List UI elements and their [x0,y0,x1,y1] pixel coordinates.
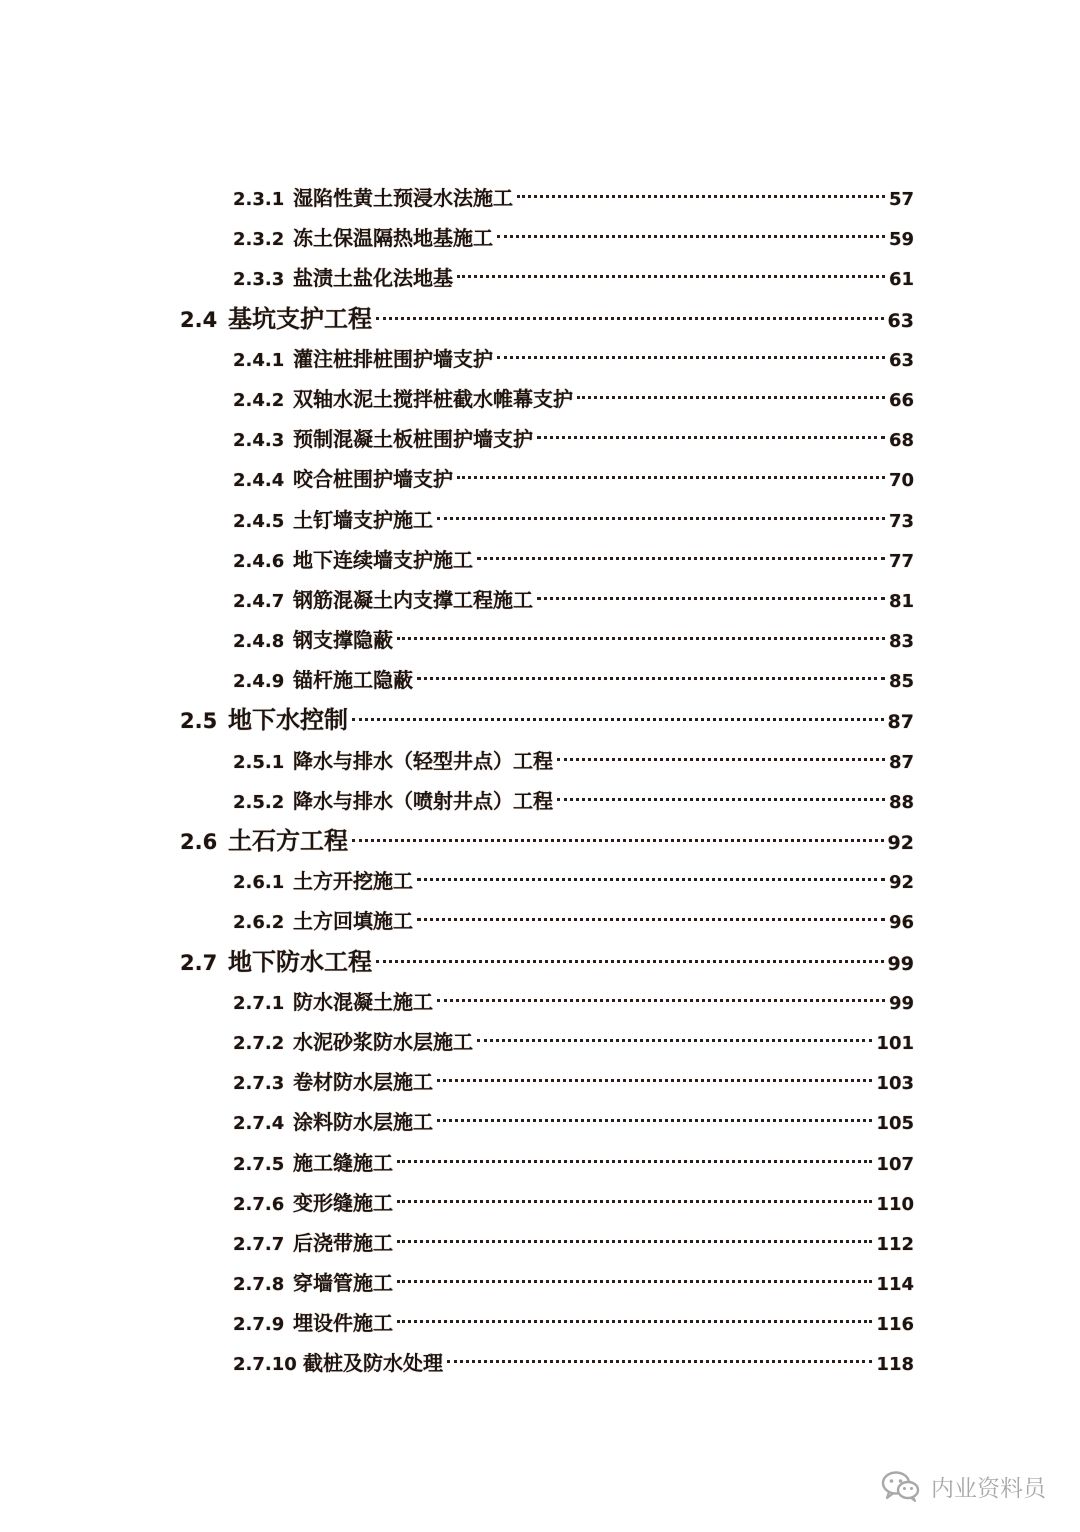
toc-subsection-entry [0,580,1080,620]
toc-entry-title: 土石方工程 [228,827,348,855]
toc-entry-title: 降水与排水（喷射井点）工程 [293,788,553,813]
toc-subsection-entry [0,1223,1080,1263]
toc-entry-number: 2.3.3 [233,269,285,291]
toc-entry-number: 2.7.2 [233,1032,285,1054]
dot-leader [352,718,884,721]
toc-entry-page: 101 [876,1032,914,1054]
toc-entry-number: 2.7.3 [233,1073,285,1095]
toc-entry-title: 双轴水泥土搅拌桩截水帷幕支护 [293,386,573,411]
toc-entry-page: 87 [887,711,914,734]
dot-leader [457,476,885,479]
toc-entry-number: 2.4.6 [233,550,285,572]
toc-subsection-entry [0,1183,1080,1223]
dot-leader [437,1079,872,1082]
toc-entry-page: 85 [888,671,914,693]
dot-leader [477,1039,872,1042]
toc-entry-page: 63 [887,309,914,332]
watermark-text: 内业资料员 [931,1475,1046,1502]
toc-subsection-entry [0,901,1080,941]
toc-entry-number: 2.4.7 [233,590,285,612]
dot-leader [397,1320,872,1323]
toc-entry-page: 96 [888,912,914,934]
toc-subsection-entry [0,218,1080,258]
dot-leader [477,557,885,560]
toc-entry-page: 61 [888,269,914,291]
toc-subsection-entry [0,419,1080,459]
toc-entry-page: 81 [888,590,914,612]
toc-entry-number: 2.6.1 [233,872,285,894]
toc-entry-title: 水泥砂浆防水层施工 [293,1029,473,1054]
dot-leader [577,396,885,399]
dot-leader [437,517,885,520]
toc-entry-number: 2.4.1 [233,349,285,371]
toc-entry-number: 2.4.3 [233,430,285,452]
toc-subsection-entry [0,741,1080,781]
dot-leader [497,235,885,238]
toc-subsection-entry [0,1102,1080,1142]
dot-leader [417,918,885,921]
toc-entry-number: 2.4.8 [233,631,285,653]
toc-subsection-entry [0,379,1080,419]
toc-entry-title: 冻土保温隔热地基施工 [293,226,493,251]
toc-entry-title: 截桩及防水处理 [303,1351,443,1376]
toc-subsection-entry [0,660,1080,700]
toc-entry-number: 2.4.5 [233,510,285,532]
toc-entry-title: 盐渍土盐化法地基 [293,266,453,291]
toc-entry-number: 2.3.2 [233,229,285,251]
toc-entry-page: 63 [888,349,914,371]
dot-leader [437,1119,872,1122]
toc-entry-page: 110 [876,1193,914,1215]
toc-entry-title: 土钉墙支护施工 [293,507,433,532]
wechat-icon [881,1470,921,1502]
toc-entry-title: 卷材防水层施工 [293,1070,433,1095]
toc-entry-title: 后浇带施工 [293,1230,393,1255]
toc-entry-number: 2.3.1 [233,189,285,210]
toc-entry-page: 88 [888,791,914,813]
toc-entry-title: 防水混凝土施工 [293,989,433,1014]
toc-entry-page: 59 [888,229,914,251]
dot-leader [537,597,885,600]
toc-entry-page: 70 [888,470,914,492]
dot-leader [397,1160,872,1163]
toc-entry-number: 2.5.2 [233,791,285,813]
dot-leader [352,839,884,842]
toc-entry-page: 99 [887,952,914,975]
toc-entry-title: 穿墙管施工 [293,1271,393,1296]
toc-section-entry [0,299,1080,339]
toc-entry-title: 埋设件施工 [293,1311,393,1336]
toc-entry-title: 土方回填施工 [293,909,413,934]
toc-entry-page: 57 [888,189,914,210]
table-of-contents [0,178,1080,1384]
toc-entry-title: 变形缝施工 [293,1190,393,1215]
toc-entry-number: 2.4 [180,307,218,332]
dot-leader [397,1200,872,1203]
dot-leader [376,960,884,963]
toc-entry-page: 92 [887,832,914,854]
toc-subsection-entry [0,1143,1080,1183]
toc-entry-title: 地下水控制 [228,706,348,735]
toc-subsection-entry [0,178,1080,218]
toc-subsection-entry [0,982,1080,1022]
toc-subsection-entry [0,1343,1080,1383]
toc-entry-title: 预制混凝土板桩围护墙支护 [293,427,533,452]
toc-entry-title: 钢支撑隐蔽 [293,628,393,653]
toc-entry-number: 2.5 [180,709,218,734]
toc-subsection-entry [0,339,1080,379]
toc-entry-number: 2.7.7 [233,1233,285,1255]
toc-entry-page: 73 [888,510,914,532]
toc-entry-page: 83 [888,631,914,653]
toc-entry-page: 107 [876,1153,914,1175]
toc-entry-number: 2.7.6 [233,1193,285,1215]
toc-subsection-entry [0,861,1080,901]
toc-entry-number: 2.7.8 [233,1274,285,1296]
toc-subsection-entry [0,1263,1080,1303]
dot-leader [517,195,885,198]
toc-entry-title: 钢筋混凝土内支撑工程施工 [293,587,533,612]
toc-entry-page: 99 [888,992,914,1014]
toc-entry-page: 103 [876,1073,914,1095]
dot-leader [557,758,885,761]
toc-entry-page: 87 [888,751,914,773]
dot-leader [457,275,885,278]
dot-leader [557,798,885,801]
toc-entry-number: 2.7.4 [233,1113,285,1135]
toc-entry-title: 地下连续墙支护施工 [293,547,473,572]
toc-entry-number: 2.7.5 [233,1153,285,1175]
toc-entry-title: 涂料防水层施工 [293,1110,433,1135]
dot-leader [397,1240,872,1243]
dot-leader [537,436,885,439]
toc-subsection-entry [0,1062,1080,1102]
toc-entry-number: 2.7.1 [233,992,285,1014]
toc-subsection-entry [0,258,1080,298]
dot-leader [497,356,885,359]
toc-entry-number: 2.4.4 [233,470,285,492]
toc-entry-number: 2.4.2 [233,389,285,411]
toc-entry-title: 地下防水工程 [228,947,372,976]
toc-entry-page: 92 [888,872,914,894]
toc-section-entry [0,821,1080,861]
dot-leader [397,637,885,640]
toc-entry-title: 锚杆施工隐蔽 [293,668,413,693]
dot-leader [447,1360,872,1363]
toc-entry-page: 77 [888,550,914,572]
toc-entry-title: 基坑支护工程 [228,304,372,333]
dot-leader [417,677,885,680]
toc-entry-page: 112 [876,1233,914,1255]
toc-subsection-entry [0,1303,1080,1343]
toc-entry-page: 66 [888,389,914,411]
toc-subsection-entry [0,781,1080,821]
toc-entry-title: 灌注桩排桩围护墙支护 [293,346,493,371]
toc-entry-title: 湿陷性黄土预浸水法施工 [293,186,513,210]
toc-entry-title: 咬合桩围护墙支护 [293,467,453,492]
toc-subsection-entry [0,540,1080,580]
toc-subsection-entry [0,620,1080,660]
watermark [881,1466,1046,1506]
toc-entry-page: 118 [876,1354,914,1376]
toc-entry-page: 116 [876,1314,914,1336]
toc-entry-number: 2.7 [180,950,218,975]
toc-entry-page: 105 [876,1113,914,1135]
dot-leader [437,999,885,1002]
toc-subsection-entry [0,459,1080,499]
toc-entry-page: 114 [876,1274,914,1296]
toc-section-entry [0,700,1080,740]
toc-entry-number: 2.5.1 [233,751,285,773]
toc-entry-number: 2.6 [180,830,218,854]
toc-subsection-entry [0,500,1080,540]
toc-entry-number: 2.4.9 [233,671,285,693]
toc-entry-number: 2.6.2 [233,912,285,934]
toc-entry-title: 降水与排水（轻型井点）工程 [293,748,553,773]
dot-leader [417,878,885,881]
toc-entry-title: 土方开挖施工 [293,869,413,894]
dot-leader [376,317,884,320]
toc-section-entry [0,942,1080,982]
toc-entry-number: 2.7.9 [233,1314,285,1336]
toc-entry-number: 2.7.10 [233,1354,297,1376]
toc-subsection-entry [0,1022,1080,1062]
toc-entry-page: 68 [888,430,914,452]
dot-leader [397,1280,872,1283]
toc-entry-title: 施工缝施工 [293,1150,393,1175]
